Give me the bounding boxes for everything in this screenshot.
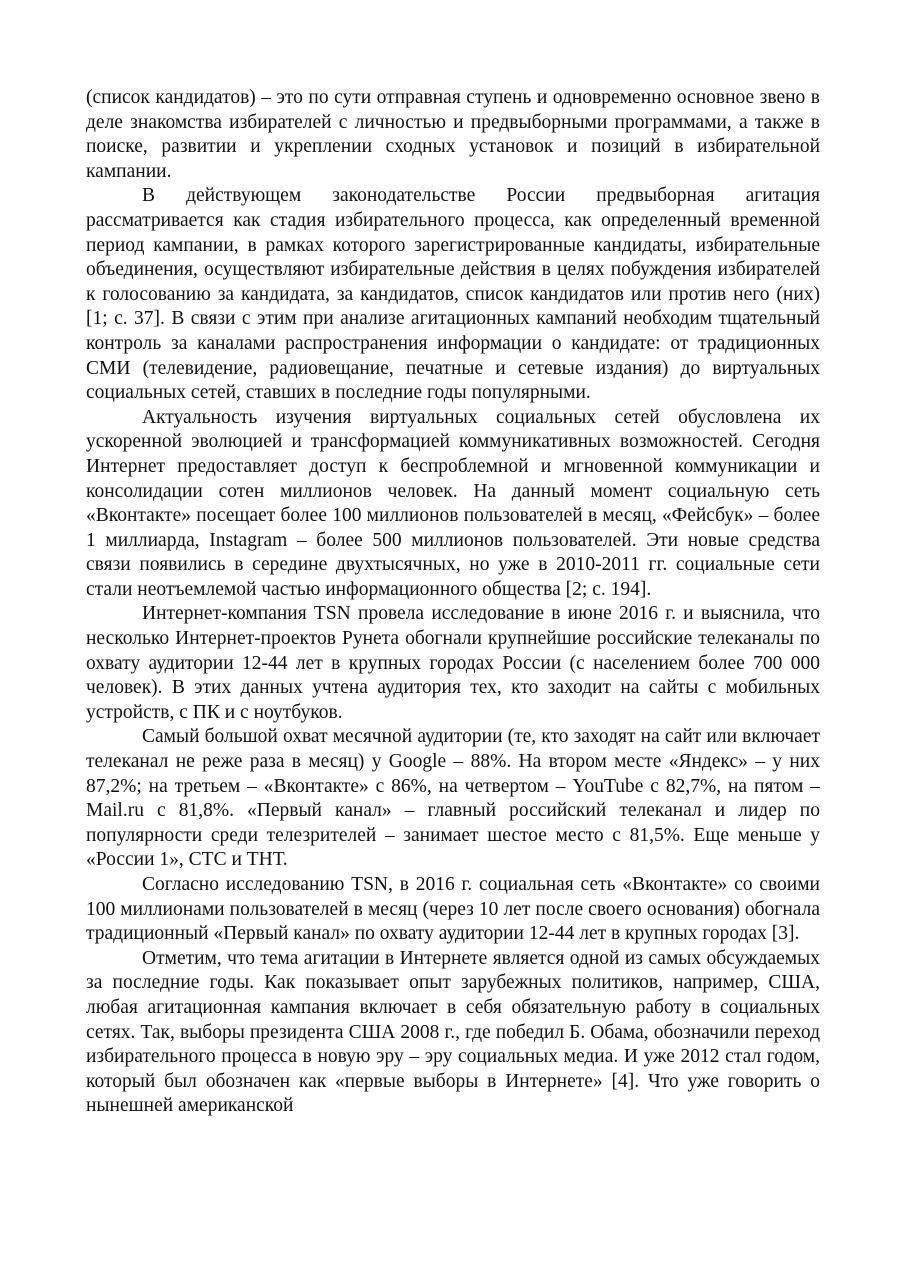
paragraph-legislation: В действующем законодательстве России предвыборная агитация рассматривается как стадия избирательного процесса, как определенный временной период кампании, в рамках которого зарегистрированные кандидаты, избирательные объединения, осуществляют избирательные действия в целях побуждения избирателей к голосованию за кандидата, за кандидатов, список кандидатов или против него (них) [1; с. 37]. В связи с этим при анализе агитационных кампаний необходим тщательный контроль за каналами распространения информации о кандидате: от традиционных СМИ (телевидение, радиовещание, печатные и сетевые издания) до виртуальных социальных сетей, ставших в последние годы популярными. xyxy=(86,185,820,404)
paragraph-social-networks: Актуальность изучения виртуальных социальных сетей обусловлена их ускоренной эволюцией и трансформацией коммуникативных возможностей. Сегодня Интернет предоставляет доступ к беспроблемной и мгновенной коммуникации и консолидации сотен миллионов человек. На данный момент социальную сеть «Вконтакте» посещает более 100 миллионов пользователей в месяц, «Фейсбук» – более 1 миллиарда, Instagram – более 500 миллионов пользователей. Эти новые средства связи появились в середине двухтысячных, но уже в 2010-2011 гг. социальные сети стали неотъемлемой частью информационного общества [2; с. 194]. xyxy=(86,406,820,600)
document-page xyxy=(86,86,820,1119)
paragraph-internet-campaigns: Отметим, что тема агитации в Интернете является одной из самых обсуждаемых за последние годы. Как показывает опыт зарубежных политиков, например, США, любая агитационная кампания включает в себя обязательную работу в социальных сетях. Так, выборы президента США 2008 г., где победил Б. Обама, обозначили переход избирательного процесса в новую эру – эру социальных медиа. И уже 2012 стал годом, который был обозначен как «первые выборы в Интернете» [4]. Что уже говорить о нынешней американской xyxy=(86,947,820,1117)
paragraph-audience-reach: Самый большой охват месячной аудитории (те, кто заходят на сайт или включает телеканал не реже раза в месяц) у Google – 88%. На втором месте «Яндекс» – у них 87,2%; на третьем – «Вконтакте» с 86%, на четвертом – YouTube с 82,7%, на пятом – Mail.ru с 81,8%. «Первый канал» – главный российский телеканал и лидер по популярности среди телезрителей – занимает шестое место с 81,5%. Еще меньше у «России 1», СТС и ТНТ. xyxy=(86,726,820,871)
paragraph-tsn-study: Интернет-компания TSN провела исследование в июне 2016 г. и выяснила, что несколько Интернет-проектов Рунета обогнали крупнейшие российские телеканалы по охвату аудитории 12-44 лет в крупных городах России (с населением более 700 000 человек). В этих данных учтена аудитория тех, кто заходит на сайты с мобильных устройств, с ПК и с ноутбуков. xyxy=(86,603,820,723)
paragraph-continuation: (список кандидатов) – это по сути отправная ступень и одновременно основное звено в деле знакомства избирателей с личностью и предвыборными программами, а также в поиске, развитии и укреплении сходных установок и позиций в избирательной кампании. xyxy=(86,87,820,182)
paragraph-vkontakte: Согласно исследованию TSN, в 2016 г. социальная сеть «Вконтакте» со своими 100 миллионами пользователей в месяц (через 10 лет после своего основания) обогнала традиционный «Первый канал» по охвату аудитории 12-44 лет в крупных городах [3]. xyxy=(86,874,820,945)
